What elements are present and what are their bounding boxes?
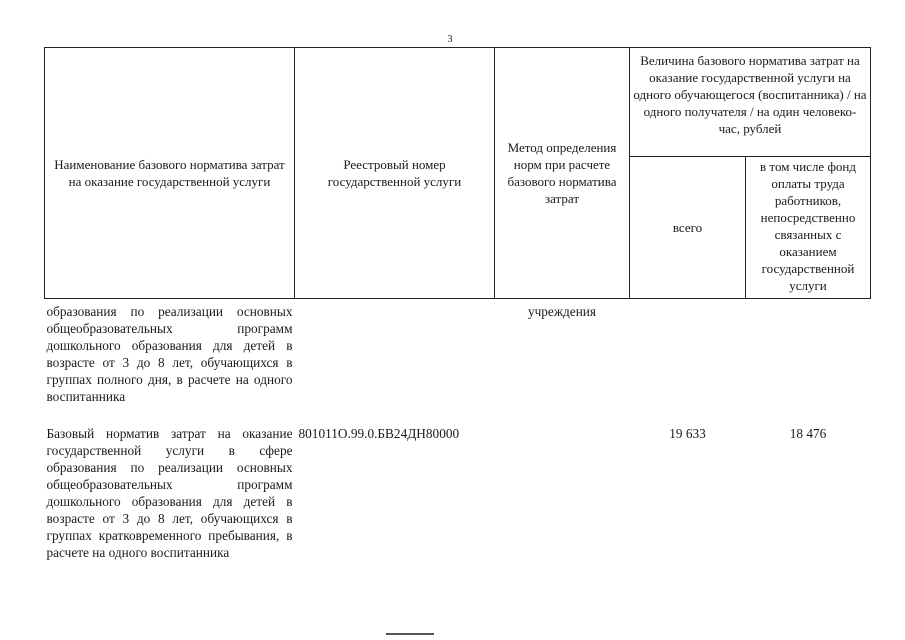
cell-registry-number: 801011О.99.0.БВ24ДН80000: [298, 426, 460, 441]
page-number: 3: [447, 34, 453, 45]
header-norm-name: Наименование базового норматива затрат на оказание государственной услуги: [45, 48, 295, 299]
table-row: [45, 425, 871, 561]
header-including-payroll: в том числе фонд оплаты труда работников, непосредственно связанных с оказанием государственной услуги: [746, 157, 871, 299]
cell-including-payroll: [746, 299, 871, 426]
table-row: [45, 299, 871, 426]
cell-norm-name: Базовый норматив затрат на оказание государственной услуги в сфере образования по реализации основных общеобразовательных программ дошкольного образования для детей в возрасте от 3 до 8 лет, обучающихся в группах кратковременного пребывания, в расчете на одного воспитанника: [46, 426, 293, 560]
cell-total: 19 633: [669, 426, 706, 441]
cell-norm-name: образования по реализации основных общеобразовательных программ дошкольного образования для детей в возрасте от 3 до 8 лет, обучающихся в группах полного дня, в расчете на одного воспитанника: [46, 304, 293, 404]
cell-total: [630, 299, 746, 426]
cell-method: учреждения: [527, 304, 597, 319]
header-norm-value: Величина базового норматива затрат на оказание государственной услуги на одного обучающегося (воспитанника) / на одного получателя / на один человеко-час, рублей: [630, 48, 871, 157]
footer-divider: [386, 633, 434, 635]
header-method: Метод определения норм при расчете базового норматива затрат: [495, 48, 630, 299]
cost-norms-table: [44, 47, 871, 561]
cell-method: [495, 425, 630, 561]
header-total: всего: [630, 157, 746, 299]
header-registry-number: Реестровый номер государственной услуги: [295, 48, 495, 299]
cell-including-payroll: 18 476: [789, 426, 827, 441]
cell-registry-number: [295, 299, 495, 426]
